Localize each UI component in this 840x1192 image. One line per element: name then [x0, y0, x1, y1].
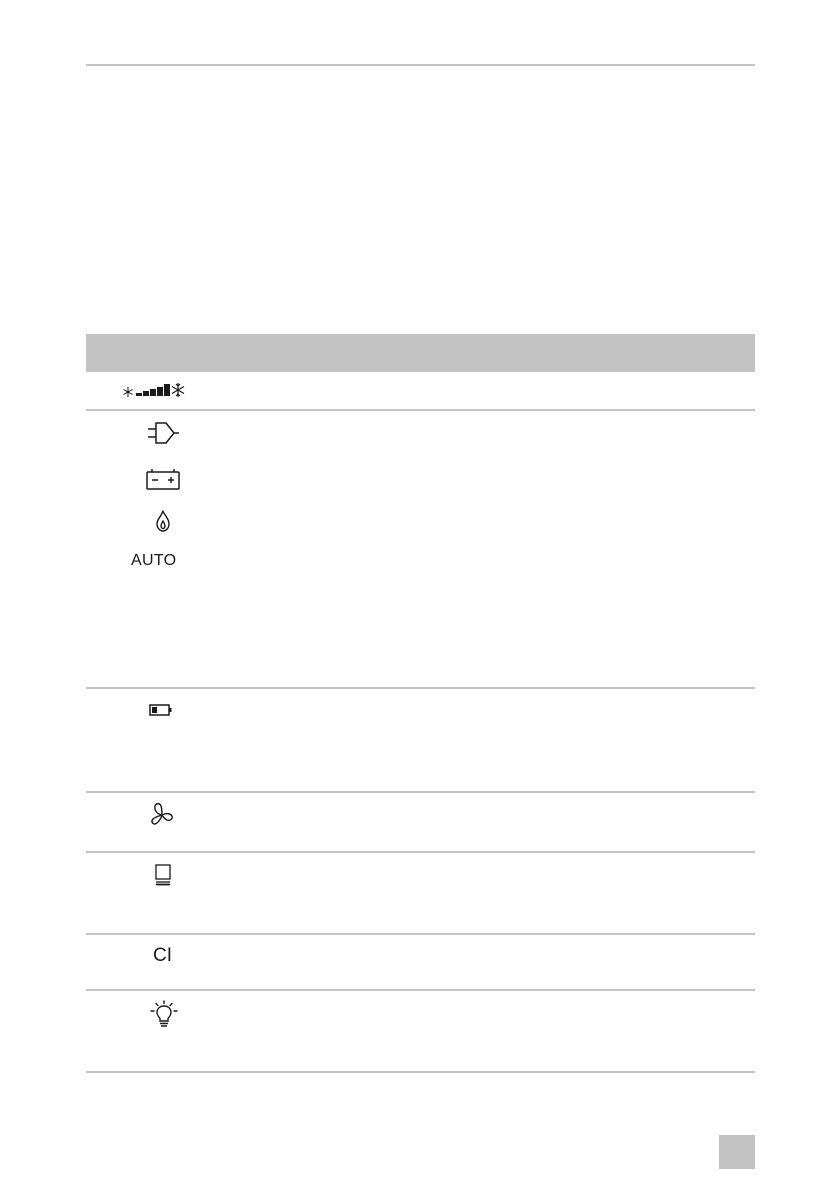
row-divider — [86, 933, 755, 935]
top-rule — [86, 64, 755, 66]
table-header — [86, 334, 755, 372]
heating-element-icon — [153, 863, 175, 889]
battery-low-icon — [149, 703, 173, 717]
row-divider — [86, 1071, 755, 1073]
ci-label: CI — [153, 945, 172, 966]
row-divider — [86, 687, 755, 689]
flame-icon — [154, 509, 172, 533]
row-divider — [86, 791, 755, 793]
light-bulb-icon — [149, 1000, 179, 1028]
auto-mode-label: AUTO — [131, 552, 177, 569]
row-divider — [86, 989, 755, 991]
car-battery-icon — [145, 467, 181, 491]
temperature-level-icon — [120, 380, 186, 400]
plug-icon — [146, 420, 180, 446]
page-number-box — [719, 1135, 755, 1169]
row-divider — [86, 409, 755, 411]
row-divider — [86, 851, 755, 853]
fan-icon — [149, 802, 175, 828]
